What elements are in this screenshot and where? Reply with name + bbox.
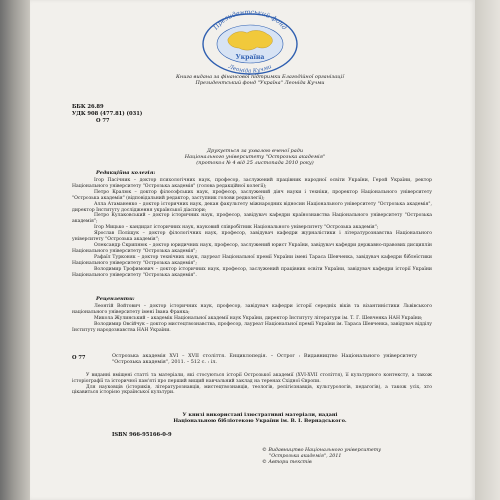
copyright-line: © Видавництво Національного університету <box>262 448 382 453</box>
publisher-note <box>110 74 410 86</box>
copyright-line: "Острозька академія", 2011 <box>269 454 342 459</box>
editorial-member: Алла Атаманенко – доктор історичних наук, декан факультету міжнародних відносин Національного університету "Острозька академія", директор Інституту дослідження української діаспори; <box>72 201 432 213</box>
illustrations-note <box>140 412 380 425</box>
approval-note <box>130 148 380 167</box>
editorial-member: Олександр Скрипнюк – доктор юридичних наук, професор, заслужений юрист України, завідувач кафедри державно-правових дисциплін Національного університету "Острозька академія"; <box>72 242 432 254</box>
seal-middle-text: Україна <box>235 54 265 61</box>
ukraine-map-icon <box>228 30 273 50</box>
background-surface <box>475 0 500 500</box>
publisher-line-1: Книга видана за фінансової підтримки Благодійної організації <box>176 74 344 80</box>
abstract-paragraph: Для науковців (істориків, літературознавців, мистецтвознавців, теологів, релігієзнавців, культурологів, педагогів), а також усіх, хто цікавиться історією української культури. <box>72 384 432 396</box>
editorial-board-title: Редакційна колегія: <box>96 170 156 176</box>
approval-line-3: (протокол № 4 від 25 листопада 2010 року) <box>196 160 314 167</box>
editorial-member: Ігор Пасічник – доктор психологічних наук, професор, заслужений працівник народної освіти України, Герой України, ректор Національного університету "Острозька академія" (голова редакційної колегії); <box>72 178 432 189</box>
editorial-member: Рафаїл Турконяк – доктор технічних наук, лауреат Національної премії України імені Тараса Шевченка, завідувач кафедри біблеїстики Національного університету "Острозька академія"; <box>72 254 432 266</box>
reviewers-list <box>72 304 432 334</box>
editorial-member: Петро Кралюк – доктор філософських наук, професор, заслужений діяч науки і техніки, проректор Національного університету "Острозька академія" (відповідальний редактор, заступник голови редколегії); <box>72 189 432 201</box>
reviewers-title: Рецензенти: <box>96 296 135 302</box>
seal-arc-top-text: Президентський фонд <box>211 7 289 32</box>
biblio-author-mark: О 77 <box>72 355 86 361</box>
isbn: ISBN 966-95166-0-9 <box>112 432 172 438</box>
editorial-member: Ярослав Поліщук – доктор філологічних наук, професор, завідувач кафедри журналістики і літературознавства Національного університету "Острозька академія"; <box>72 231 432 243</box>
editorial-board-list <box>72 178 432 278</box>
abstract-paragraph: У виданні вміщені статті та матеріали, які стосуються історії Острозької академії (XVI-XVII століття), її культурного контексту, а також історіографії та історичної пам'яті про перший вищий навчальний заклад на теренах Східної Європи. <box>72 373 432 384</box>
reviewer: Володимир Овсійчук – доктор мистецтвознавства, професор, лауреат Національної премії України ім. Тараса Шевченка, завідувач відділу Інституту народознавства НАН України. <box>72 321 432 333</box>
editorial-member: Володимир Трофимович – доктор історичних наук, професор, заслужений працівник освіти України, завідувач кафедри історії України Національного університету "Острозька академія". <box>72 266 432 278</box>
reviewer: Микола Жулинський – академік Національної академії наук України, директор Інституту літератури ім. Т. Г. Шевченка НАН України; <box>94 315 423 321</box>
reviewer: Леонтій Войтович – доктор історичних наук, професор, завідувач кафедри історії середніх віків та візантиністики Львівського національного університету імені Івана Франка; <box>72 304 432 315</box>
book-spine-shadow <box>0 0 30 500</box>
copyright-notice <box>262 448 381 466</box>
approval-line-2: Національного університету "Острозька академія" <box>184 154 326 161</box>
seal-arc-bottom-text: Леоніда Кучми <box>227 63 273 75</box>
illustrations-note-line-2: Національною бібліотекою України ім. В. І. Вернадського. <box>173 418 347 425</box>
editorial-member: Ігор Мицько – кандидат історичних наук, науковий співробітник Національного університету "Острозька академія"; <box>94 225 379 231</box>
classification-codes <box>72 104 142 125</box>
publisher-line-2: Президентський фонд "Україна" Леоніда Кучми <box>195 80 325 87</box>
foundation-seal-logo <box>196 6 304 76</box>
illustrations-note-line-1: У книзі використані ілюстративні матеріали, надані <box>182 412 338 418</box>
book-abstract <box>72 373 432 396</box>
author-mark: О 77 <box>96 118 110 124</box>
approval-line-1: Друкується за ухвалою вченої ради <box>206 148 304 154</box>
copyright-line: © Автори текстів <box>262 460 312 465</box>
bibliographic-description: Острозька академія XVI – XVII століття. Енциклопедія. – Острог : Видавництво Національного університету "Острозька академія", 2011. – 512 с. : іл. <box>112 353 417 365</box>
bbk-code: ББК 26.89 <box>72 104 104 110</box>
editorial-member: Петро Кулаковський – доктор історичних наук, професор, завідувач кафедри країнознавства Національного університету "Острозька академія"; <box>72 213 432 225</box>
udk-code: УДК 908 (477.81) (031) <box>72 111 143 117</box>
